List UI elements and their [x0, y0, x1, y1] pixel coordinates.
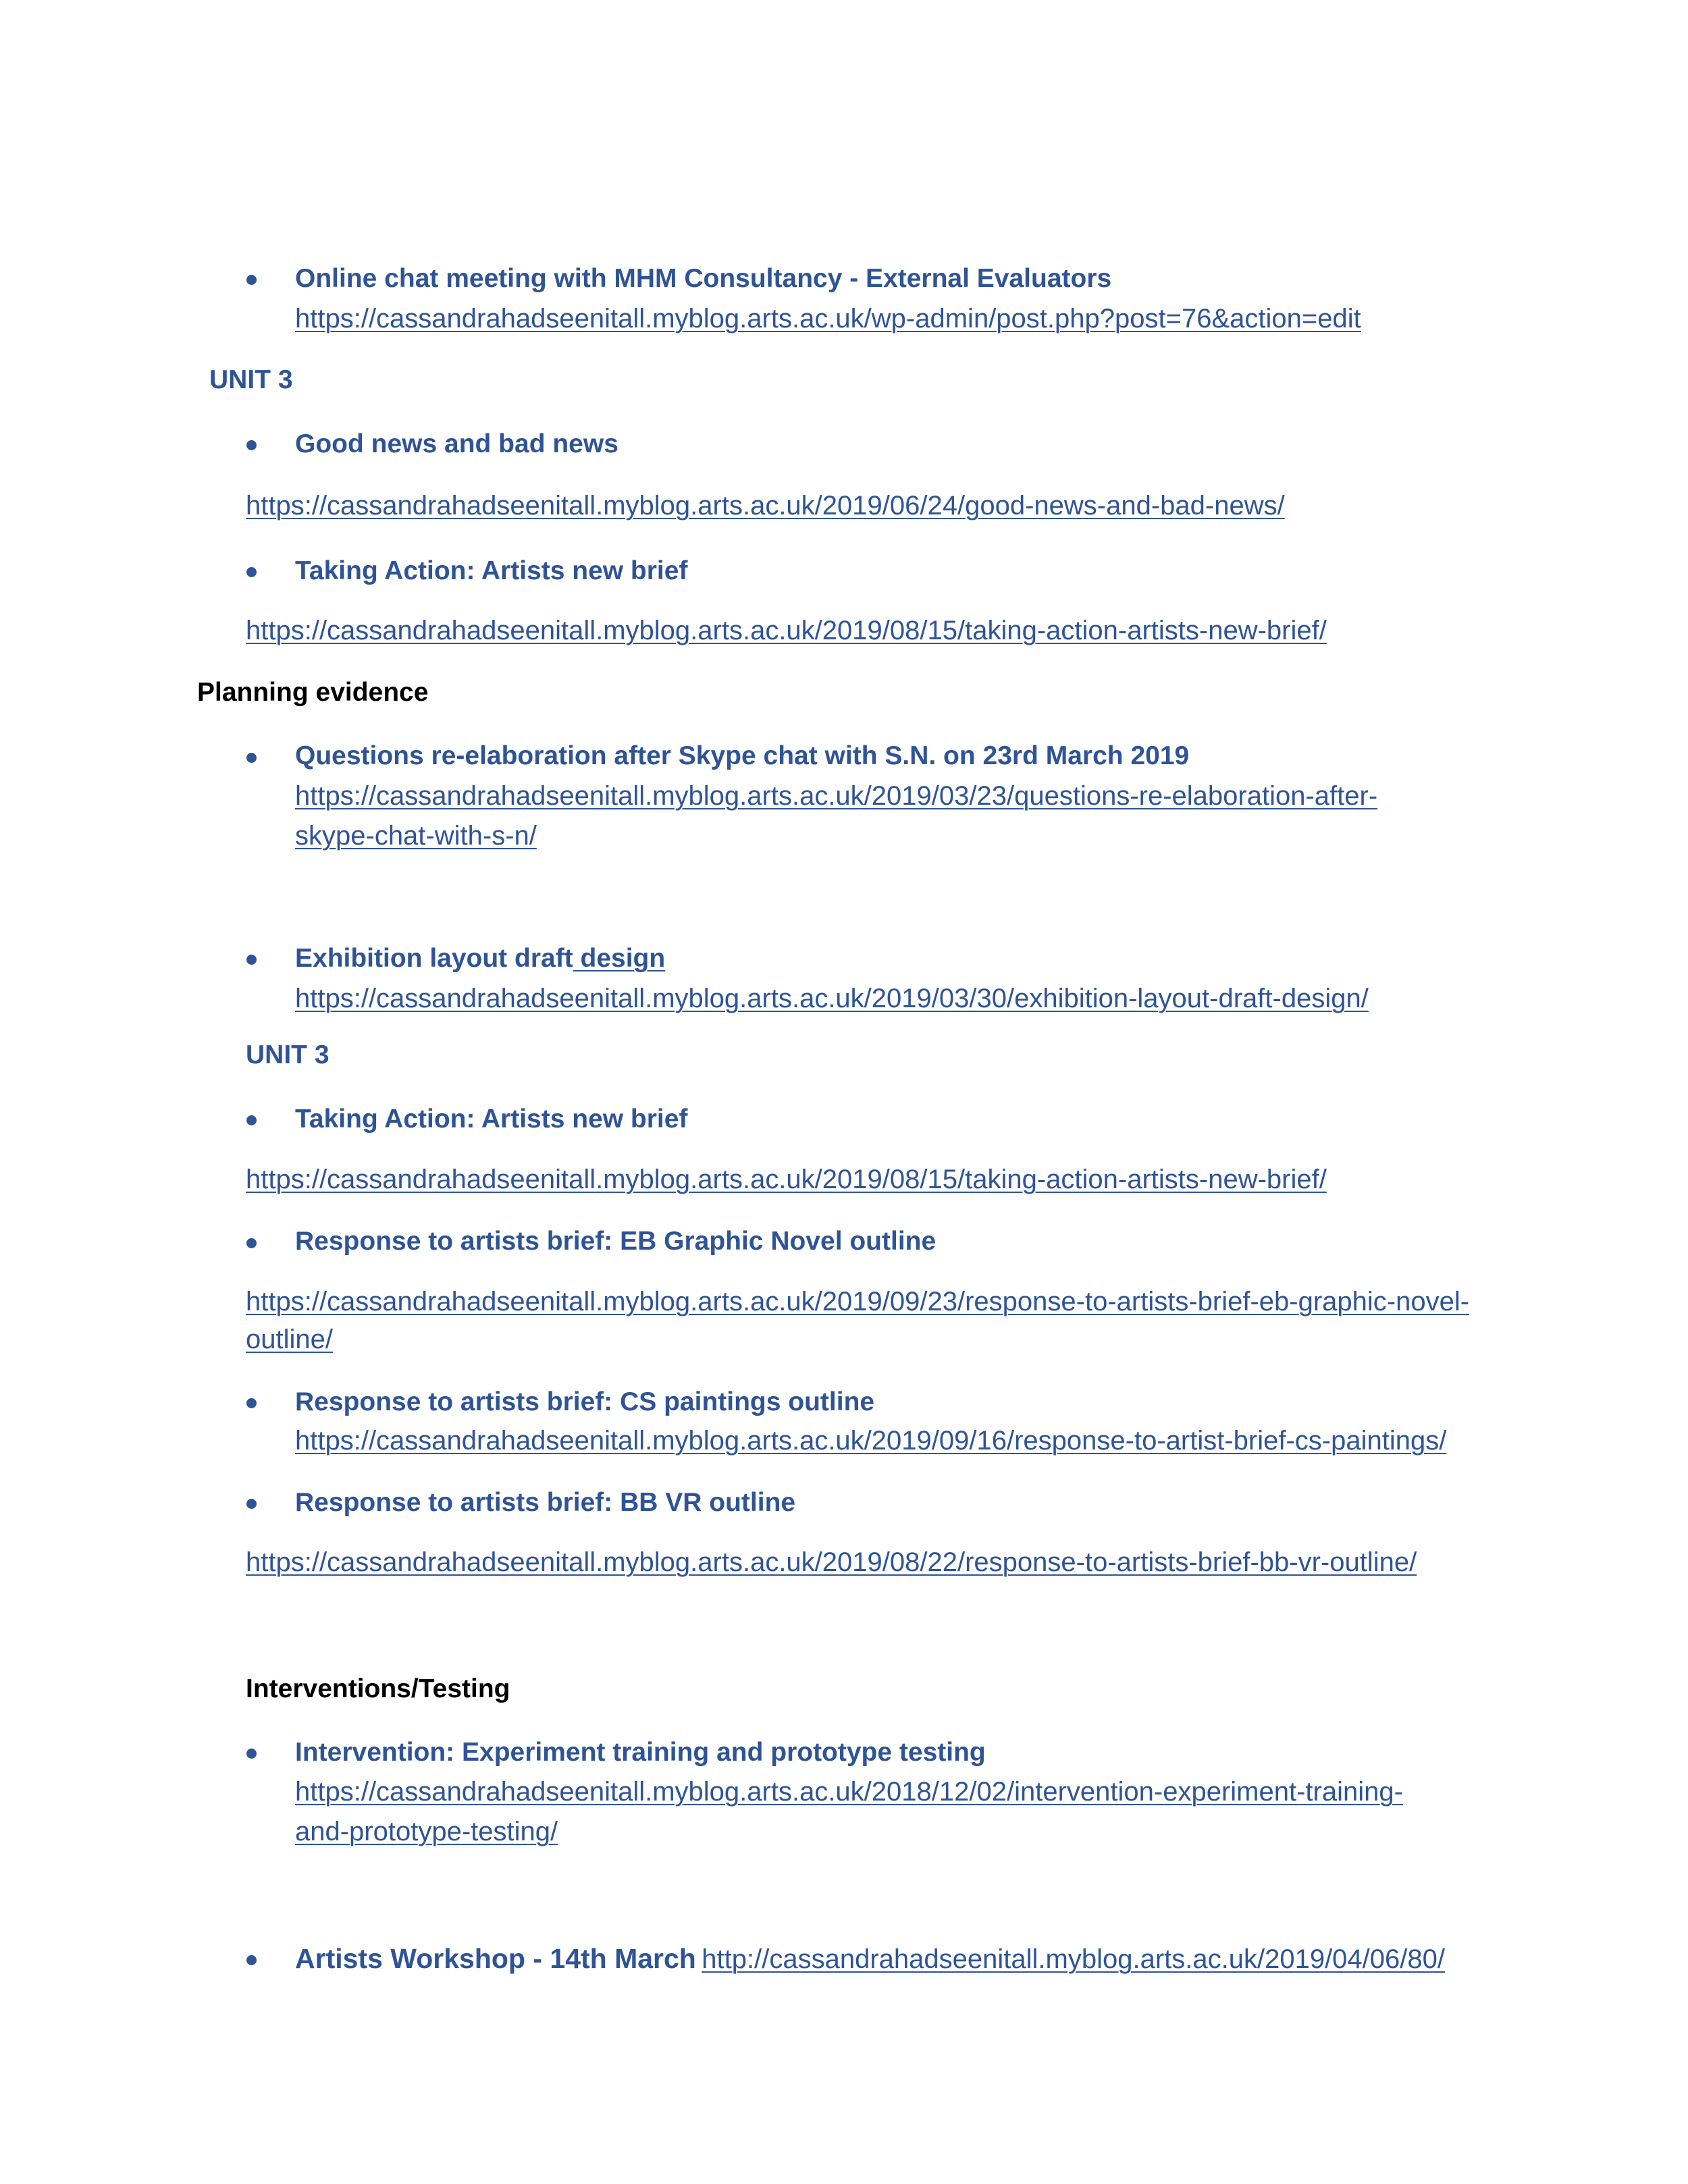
section-heading-interventions-testing: Interventions/Testing	[246, 1674, 510, 1703]
bullet-icon	[246, 275, 257, 285]
item-title-intervention: Intervention: Experiment training and prototype testing	[295, 1738, 986, 1767]
link-exhibition[interactable]: https://cassandrahadseenitall.myblog.arts.ac.uk/2019/03/30/exhibition-layout-draft-design/	[295, 984, 1369, 1013]
item-title-exhibition	[295, 942, 665, 975]
item-title-questions: Questions re-elaboration after Skype chat with S.N. on 23rd March 2019	[295, 741, 1190, 770]
link-taking-action[interactable]: https://cassandrahadseenitall.myblog.arts.ac.uk/2019/08/15/taking-action-artists-new-brief/	[246, 1165, 1327, 1194]
bullet-icon	[246, 1115, 257, 1125]
link-taking-action[interactable]: https://cassandrahadseenitall.myblog.arts.ac.uk/2019/08/15/taking-action-artists-new-brief/	[246, 616, 1327, 645]
link-good-news[interactable]: https://cassandrahadseenitall.myblog.arts.ac.uk/2019/06/24/good-news-and-bad-news/	[246, 491, 1285, 521]
link-eb-graphic-novel-line2[interactable]: outline/	[246, 1325, 333, 1354]
item-title-online-chat: Online chat meeting with MHM Consultancy - External Evaluators	[295, 264, 1112, 293]
bullet-icon	[246, 753, 257, 763]
item-title-eb-graphic-novel: Response to artists brief: EB Graphic Novel outline	[295, 1227, 937, 1256]
link-questions-line1[interactable]: https://cassandrahadseenitall.myblog.arts.ac.uk/2019/03/23/questions-re-elaboration-after-	[295, 781, 1378, 811]
item-workshop	[295, 1942, 1445, 1975]
item-title-taking-action: Taking Action: Artists new brief	[295, 556, 688, 585]
bullet-icon	[246, 1398, 257, 1408]
bullet-icon	[246, 955, 257, 965]
bullet-icon	[246, 1749, 257, 1759]
link-questions-line2[interactable]: skype-chat-with-s-n/	[295, 821, 537, 851]
item-title-good-news: Good news and bad news	[295, 429, 618, 458]
section-heading-planning-evidence: Planning evidence	[197, 678, 429, 707]
link-online-chat[interactable]: https://cassandrahadseenitall.myblog.arts.ac.uk/wp-admin/post.php?post=76&action=edit	[295, 304, 1361, 334]
bullet-icon	[246, 440, 257, 450]
bullet-icon	[246, 1238, 257, 1248]
bullet-icon	[246, 1955, 257, 1965]
section-heading-unit3: UNIT 3	[209, 365, 293, 394]
item-title-exhibition-link[interactable]: design	[573, 944, 666, 973]
link-intervention-line2[interactable]: and-prototype-testing/	[295, 1817, 558, 1846]
section-heading-unit3: UNIT 3	[246, 1040, 329, 1069]
item-title-bb-vr: Response to artists brief: BB VR outline	[295, 1488, 796, 1517]
link-bb-vr[interactable]: https://cassandrahadseenitall.myblog.arts.ac.uk/2019/08/22/response-to-artists-brief-bb-vr-outline/	[246, 1547, 1417, 1577]
item-title-workshop: Artists Workshop - 14th March	[295, 1943, 696, 1974]
bullet-icon	[246, 1499, 257, 1509]
link-intervention-line1[interactable]: https://cassandrahadseenitall.myblog.arts.ac.uk/2018/12/02/intervention-experiment-training-	[295, 1777, 1403, 1807]
link-eb-graphic-novel-line1[interactable]: https://cassandrahadseenitall.myblog.arts.ac.uk/2019/09/23/response-to-artists-brief-eb-graphic-novel-	[246, 1287, 1470, 1316]
link-cs-paintings[interactable]: https://cassandrahadseenitall.myblog.arts.ac.uk/2019/09/16/response-to-artist-brief-cs-paintings/	[295, 1426, 1447, 1456]
link-workshop[interactable]: http://cassandrahadseenitall.myblog.arts.ac.uk/2019/04/06/80/	[702, 1944, 1445, 1974]
bullet-icon	[246, 567, 257, 577]
item-title-taking-action: Taking Action: Artists new brief	[295, 1104, 688, 1134]
item-title-cs-paintings: Response to artists brief: CS paintings outline	[295, 1387, 875, 1416]
item-title-exhibition-text: Exhibition layout draft	[295, 944, 573, 973]
